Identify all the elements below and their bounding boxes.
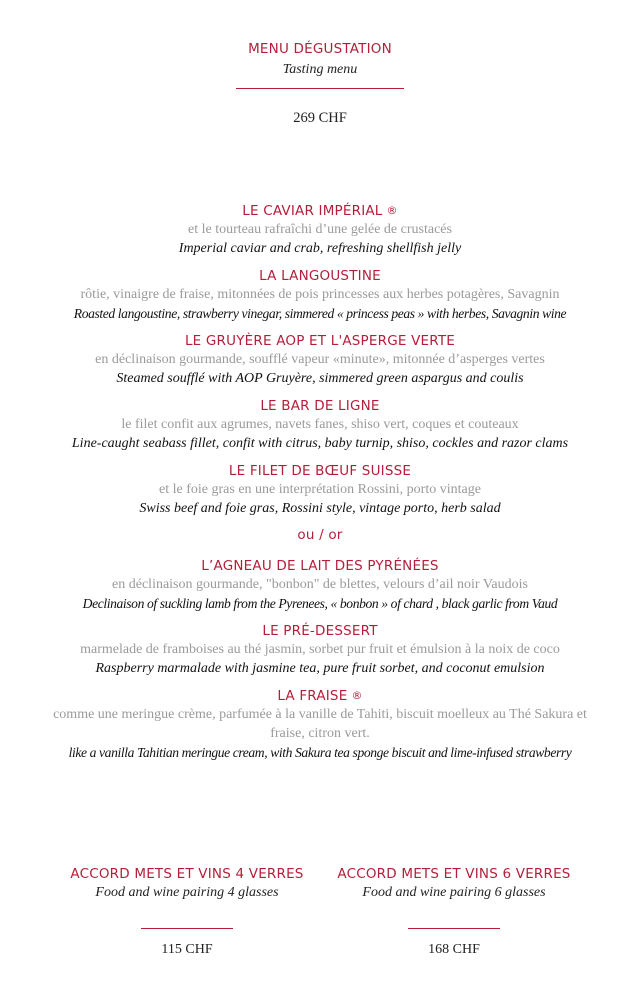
course-description-en: Imperial caviar and crab, refreshing shellfish jelly [178, 241, 462, 256]
course-title: LA FRAISE [277, 688, 348, 704]
pairing-title: ACCORD METS ET VINS 6 VERRES [337, 866, 571, 882]
or-separator: ou / or [297, 527, 343, 543]
course-bar [0, 397, 640, 453]
menu-price: 269 CHF [293, 110, 347, 126]
pairing-subtitle: Food and wine pairing 6 glasses [362, 885, 546, 900]
course-description-en: like a vanilla Tahitian meringue cream, with Sakura tea sponge biscuit and lime-infused strawberry [68, 745, 572, 760]
course-description-en: Raspberry marmalade with jasmine tea, pure fruit sorbet, and coconut emulsion [95, 661, 545, 676]
course-description-fr: en déclinaison gourmande, soufflé vapeur «minute», mitonnée d’asperges vertes [95, 352, 545, 367]
course-description-en: Steamed soufflé with AOP Gruyère, simmered green aspargus and coulis [116, 371, 524, 386]
course-description-fr: comme une meringue crème, parfumée à la vanille de Tahiti, biscuit moelleux au Thé Sakura et fraise, citron vert. [53, 707, 587, 741]
menu-subtitle: Tasting menu [282, 62, 358, 77]
course-description-en: Line-caught seabass fillet, confit with citrus, baby turnip, shiso, cockles and razor clams [71, 436, 569, 451]
course-title: LA LANGOUSTINE [259, 268, 381, 284]
course-title: LE CAVIAR IMPÉRIAL [242, 203, 383, 219]
course-langoustine [0, 267, 640, 323]
course-caviar [0, 202, 640, 258]
course-description-fr: rôtie, vinaigre de fraise, mitonnées de pois princesses aux herbes potagères, Savagnin [80, 287, 560, 302]
course-fraise [0, 687, 640, 762]
course-title: LE GRUYÈRE AOP ET L'ASPERGE VERTE [184, 333, 456, 349]
course-agneau [0, 557, 640, 613]
course-description-en: Declinaison of suckling lamb from the Pyrenees, « bonbon » of chard , black garlic from Vaud [82, 596, 558, 611]
registered-mark: ® [386, 204, 398, 217]
course-title: LE PRÉ-DESSERT [262, 623, 378, 639]
menu-title: MENU DÉGUSTATION [248, 41, 392, 57]
course-description-en: Roasted langoustine, strawberry vinegar, simmered « princess peas » with herbes, Savagnin wine [73, 306, 567, 321]
pairing-divider [141, 928, 233, 929]
course-title: LE FILET DE BŒUF SUISSE [228, 463, 412, 479]
header-divider [236, 88, 404, 89]
course-description-fr: et le tourteau rafraîchi d’une gelée de crustacés [188, 222, 452, 237]
pairing-divider [408, 928, 500, 929]
course-boeuf [0, 462, 640, 518]
pairing-price: 168 CHF [428, 942, 480, 957]
registered-mark: ® [351, 689, 363, 702]
course-description-en: Swiss beef and foie gras, Rossini style, vintage porto, herb salad [139, 501, 501, 516]
course-gruyere [0, 332, 640, 388]
pairing-title: ACCORD METS ET VINS 4 VERRES [70, 866, 304, 882]
pairing-6-glasses [329, 866, 579, 958]
course-description-fr: en déclinaison gourmande, "bonbon" de blettes, velours d’ail noir Vaudois [112, 577, 528, 592]
course-pre-dessert [0, 622, 640, 678]
course-description-fr: et le foie gras en une interprétation Rossini, porto vintage [159, 482, 481, 497]
course-list [0, 202, 640, 771]
pairing-subtitle: Food and wine pairing 4 glasses [95, 885, 279, 900]
course-description-fr: marmelade de framboises au thé jasmin, sorbet pur fruit et émulsion à la noix de coco [80, 642, 560, 657]
course-description-fr: le filet confit aux agrumes, navets fanes, shiso vert, coques et couteaux [121, 417, 519, 432]
course-title: LE BAR DE LIGNE [260, 398, 380, 414]
pairing-4-glasses [62, 866, 312, 958]
course-title: L’AGNEAU DE LAIT DES PYRÉNÉES [201, 558, 439, 574]
pairing-price: 115 CHF [161, 942, 213, 957]
